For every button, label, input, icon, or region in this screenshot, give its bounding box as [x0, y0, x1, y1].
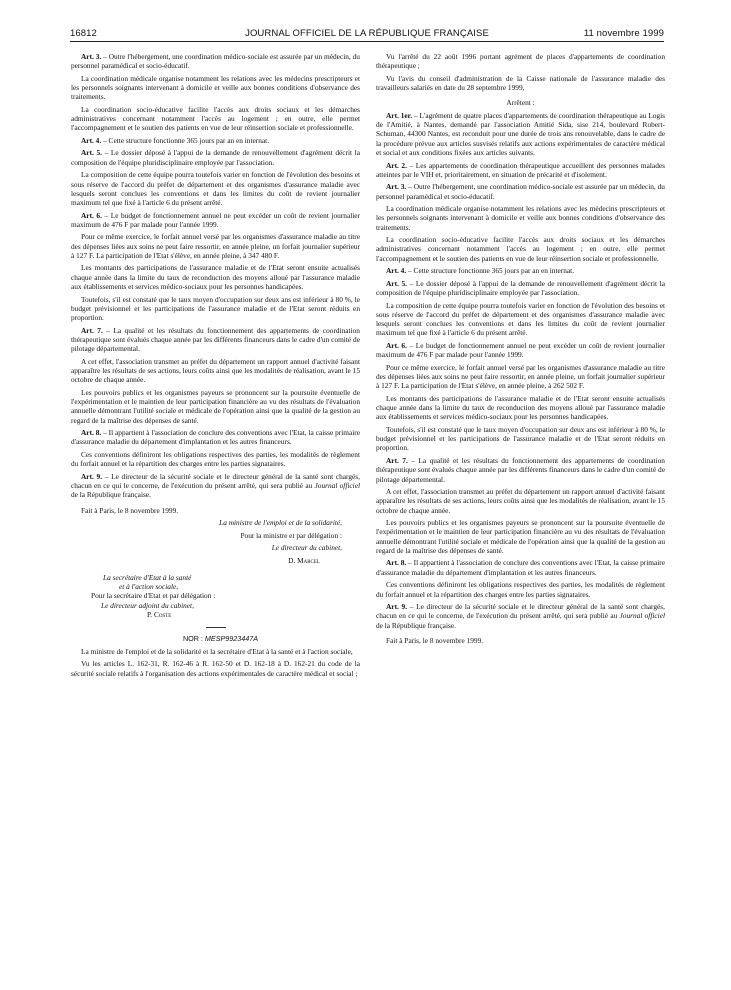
article-label: Art. 5.	[81, 148, 102, 158]
left-column	[71, 52, 360, 982]
nor-label: NOR :	[182, 634, 205, 644]
paragraph: La coordination médicale organise notamment les relations avec les médecins prescripteurs et les personnels soignants intervenant à domicile et veille aux bonnes conditions d'observance des traitements.	[71, 73, 360, 102]
article-text: – Les appartements de coordination thérapeutique accueillent des personnes malades atteintes par le VIH et, prioritairement, en situation de précarité et d'isolement.	[376, 160, 665, 179]
signing-place-date: Fait à Paris, le 8 novembre 1999.	[386, 635, 484, 645]
article-text-end: de la République française.	[376, 620, 456, 630]
paragraph: Ces conventions définiront les obligations respectives des parties, les modalités de règlement du forfait annuel et la répartition des charges entre les parties signataires.	[71, 449, 360, 469]
article-9	[376, 602, 665, 630]
article-text: – Le directeur de la sécurité sociale et le directeur général de la santé sont chargés, chacun en ce qui le concerne, de l'exécution du présent arrêté, qui sera publié au	[71, 471, 360, 490]
article-text: – Cette structure fonctionne 365 jours par an en internat.	[406, 266, 575, 276]
signatory-name: P. Coste	[147, 610, 172, 619]
article-label: Art. 9.	[386, 602, 408, 611]
page-number: 16812	[70, 28, 97, 39]
article-text: – Outre l'hébergement, une coordination médico-sociale est assurée par un médecin, du personnel paramédical et socio-éducatif.	[71, 52, 360, 71]
article-text: – Le dossier déposé à l'appui de la demande de renouvellement d'agrément décrit la composition de l'équipe pluridisciplinaire employée par l'association.	[71, 148, 360, 167]
preamble: La ministre de l'emploi et de la solidarité et la secrétaire d'Etat à la santé et à l'action sociale,	[81, 646, 353, 656]
article-label: Art. 1er.	[386, 110, 413, 120]
article-text: – Le dossier déposé à l'appui de la demande de renouvellement d'agrément décrit la composition de l'équipe pluridisciplinaire employée par l'association.	[376, 278, 665, 298]
article-label: Art. 6.	[81, 210, 102, 220]
paragraph: Toutefois, s'il est constaté que le taux moyen d'occupation sur deux ans est inférieur à 80 %, le budget prévisionnel et les participations de l'assurance maladie et de l'Etat seront réduits en proportion.	[71, 294, 360, 323]
article-2	[376, 161, 665, 180]
delegation-line: Pour la secrétaire d'Etat et par délégation :	[91, 591, 216, 601]
article-9	[71, 472, 360, 500]
nor-reference	[71, 634, 360, 643]
paragraph: La coordination socio-éducative facilite l'accès aux droits sociaux et les démarches administratives concernant notamment l'accès au logement ; en outre, elle permet l'accompagnement et le soutien des patients en vue de leur réinsertion sociale et professionnelle.	[376, 235, 665, 263]
signatory-title: La ministre de l'emploi et de la solidarité,	[219, 518, 342, 528]
header-rule	[70, 41, 664, 42]
article-text: – Il appartient à l'association de conclure des conventions avec l'Etat, la caisse primaire d'assurance maladie du département d'implantation et les autres financeurs.	[71, 428, 360, 447]
article-label: Art. 5.	[386, 278, 407, 288]
delegation-line: Pour la ministre et par délégation :	[240, 530, 342, 540]
paragraph: Ces conventions définiront les obligations respectives des parties, les modalités de règlement du forfait annuel et la répartition des charges entre les parties signataires.	[376, 580, 665, 599]
article-label: Art. 3.	[386, 182, 407, 192]
paragraph: A cet effet, l'association transmet au préfet du département un rapport annuel d'activité faisant apparaître les résultats de ses actions, leurs coûts ainsi que les modalités de réalisation, avant le 15 octobre de chaque année.	[71, 356, 360, 385]
journal-name: Journal officiel	[619, 611, 665, 621]
article-8	[376, 558, 665, 577]
article-text-end: de la République française.	[71, 490, 151, 500]
nor-code: MESP9923447A	[204, 634, 259, 644]
article-text: – Le budget de fonctionnement annuel ne peut excéder un coût de revient journalier maximum de 476 F par malade pour l'année 1999.	[71, 210, 360, 229]
paragraph: Les montants des participations de l'assurance maladie et de l'Etat seront ensuite actualisés chaque année dans la limite du taux de reconduction des moyens alloué par l'assurance maladie aux établissements et services médico-sociaux pour les personnes handicapées.	[71, 263, 360, 292]
article-text: – L'agrément de quatre places d'appartements de coordination thérapeutique au Logis de l'Amitié, à Nantes, demandé par l'association Amitié Sida, sise 214, boulevard Robert-Schuman, 44300 Nantes, est reconduit pour une durée de trois ans renouvelable, dans le cadre de la procédure prévue aux articles susvisés relatifs aux actions expérimentales de caractère médical et social et aux conditions fixées aux articles suivants.	[376, 110, 665, 158]
article-text: – Le directeur de la sécurité sociale et le directeur général de la santé sont chargés, chacun en ce qui le concerne, de l'exécution du présent arrêté, qui sera publié au	[376, 602, 665, 621]
page-header	[70, 28, 664, 42]
preamble: Vu l'avis du conseil d'administration de la Caisse nationale de l'assurance maladie des travailleurs salariés en date du 28 septembre 1999,	[376, 73, 665, 93]
article-text: – Cette structure fonctionne 365 jours par an en internat.	[101, 135, 270, 145]
signatory-role: Le directeur du cabinet,	[271, 543, 342, 553]
article-label: Art. 3.	[81, 52, 102, 61]
article-1	[376, 111, 665, 157]
article-text: – La qualité et les résultats du fonctionnement des appartements de coordination thérapeutique sont évalués chaque année par les différents financeurs dans le cadre d'un comité de pilotage départemental.	[376, 455, 665, 484]
signatory-name: D. Marcel	[288, 555, 320, 565]
article-3	[71, 52, 360, 71]
article-label: Art. 2.	[386, 160, 407, 170]
article-6	[376, 341, 665, 360]
article-text: – Outre l'hébergement, une coordination médico-sociale est assurée par un médecin, du personnel paramédical et socio-éducatif.	[376, 182, 665, 201]
article-8	[71, 428, 360, 447]
preamble: Vu les articles L. 162-31, R. 162-46 à R. 162-50 et D. 162-18 à D. 162-21 du code de la sécurité sociale relatifs à l'organisation des actions expérimentales de caractère médical et social ;	[71, 659, 360, 678]
journal-title: JOURNAL OFFICIEL DE LA RÉPUBLIQUE FRANÇAISE	[245, 28, 489, 39]
journal-name: Journal officiel	[314, 480, 360, 490]
paragraph: Pour ce même exercice, le forfait annuel versé par les organismes d'assurance maladie au titre des dépenses liées aux soins ne peut faire ressortir, en année pleine, un forfait journalier supérieur à 127 F. La participation de l'Etat s'élève, en année pleine, à 262 502 F.	[376, 362, 665, 391]
signing-place-date: Fait à Paris, le 8 novembre 1999.	[81, 505, 179, 515]
paragraph: La composition de cette équipe pourra toutefois varier en fonction de l'évolution des besoins et sous réserve de l'accord du préfet de département et des organismes d'assurance maladie avec lesquels seront conclues les conventions et dans les limites du coût de revient journalier maximum tel que fixé à l'article 6 du présent arrêté.	[376, 300, 665, 338]
article-label: Art. 4.	[386, 266, 407, 276]
article-5	[71, 148, 360, 167]
article-5	[376, 279, 665, 298]
article-text: – Le budget de fonctionnement annuel ne peut excéder un coût de revient journalier maximum de 476 F par malade pour l'année 1999.	[376, 340, 665, 360]
article-4	[376, 266, 665, 275]
right-column	[376, 52, 665, 982]
article-7	[71, 326, 360, 354]
article-label: Art. 9.	[81, 471, 103, 481]
article-3	[376, 182, 665, 201]
decision-heading: Arrêtent :	[506, 98, 535, 108]
paragraph: Les montants des participations de l'assurance maladie et de l'Etat seront ensuite actualisés chaque année dans la limite du taux de reconduction des moyens alloué par l'assurance maladie aux établissements et services médico-sociaux pour les personnes handicapées.	[376, 393, 665, 422]
paragraph: Pour ce même exercice, le forfait annuel versé par les organismes d'assurance maladie au titre des dépenses liées aux soins ne peut faire ressortir, en année pleine, un forfait journalier supérieur à 127 F. La participation de l'Etat s'élève, en année pleine, à 347 480 F.	[71, 232, 360, 260]
paragraph: La coordination socio-éducative facilite l'accès aux droits sociaux et les démarches administratives concernant notamment l'accès au logement ; en outre, elle permet l'accompagnement et le soutien des patients en vue de leur réinsertion sociale et professionnelle.	[71, 104, 360, 133]
paragraph: Les pouvoirs publics et les organismes payeurs se prononcent sur la poursuite éventuelle de l'expérimentation et le maintien de leur participation financière au vu des résultats de l'évaluation annuelle démontrant l'utilité sociale et médicale de l'opération ainsi que la qualité de la gestion au regard de la maîtrise des dépenses de santé.	[376, 518, 665, 555]
paragraph: Toutefois, s'il est constaté que le taux moyen d'occupation sur deux ans est inférieur à 80 %, le budget prévisionnel et les participations de l'assurance maladie et de l'Etat seront réduits en proportion.	[376, 424, 665, 453]
paragraph: La coordination médicale organise notamment les relations avec les médecins prescripteurs et les personnels soignants intervenant à domicile et veille aux bonnes conditions d'observance des traitements.	[376, 204, 665, 232]
section-separator	[206, 627, 226, 628]
article-label: Art. 6.	[386, 340, 407, 350]
article-text: – Il appartient à l'association de conclure des conventions avec l'Etat, la caisse primaire d'assurance maladie du département d'implantation et les autres financeurs.	[376, 558, 665, 577]
signatory-title-cont: et à l'action sociale,	[119, 582, 179, 592]
paragraph: Les pouvoirs publics et les organismes payeurs se prononcent sur la poursuite éventuelle de l'expérimentation et le maintien de leur participation financière au vu des résultats de l'évaluation annuelle démontrant l'utilité sociale et médicale de l'opération ainsi que la qualité de la gestion au regard de la maîtrise des dépenses de santé.	[71, 387, 360, 425]
preamble: Vu l'arrêté du 22 août 1996 portant agrément de places d'appartements de coordination thérapeutique ;	[376, 52, 665, 71]
article-label: Art. 7.	[386, 455, 408, 465]
signatory-role: Le directeur adjoint du cabinet,	[101, 600, 194, 610]
issue-date: 11 novembre 1999	[583, 28, 664, 39]
article-4	[71, 136, 360, 145]
article-label: Art. 4.	[81, 135, 102, 145]
article-7	[376, 456, 665, 484]
article-label: Art. 8.	[81, 428, 102, 438]
second-signature-block	[71, 573, 360, 619]
paragraph: A cet effet, l'association transmet au préfet du département un rapport annuel d'activité faisant apparaître les résultats de ses actions, leurs coûts ainsi que les modalités de réalisation, avant le 15 octobre de chaque année.	[376, 486, 665, 515]
article-label: Art. 7.	[81, 325, 103, 335]
signatory-title: La secrétaire d'Etat à la santé	[103, 572, 192, 582]
article-6	[71, 211, 360, 230]
article-text: – La qualité et les résultats du fonctionnement des appartements de coordination thérapeutique sont évalués chaque année par les différents financeurs dans le cadre d'un comité de pilotage départemental.	[71, 325, 360, 354]
article-label: Art. 8.	[386, 558, 407, 568]
paragraph: La composition de cette équipe pourra toutefois varier en fonction de l'évolution des besoins et sous réserve de l'accord du préfet de département et des organismes d'assurance maladie avec lesquels seront conclues les conventions et dans les limites du coût de revient journalier maximum tel que fixé à l'article 6 du présent arrêté.	[71, 170, 360, 208]
